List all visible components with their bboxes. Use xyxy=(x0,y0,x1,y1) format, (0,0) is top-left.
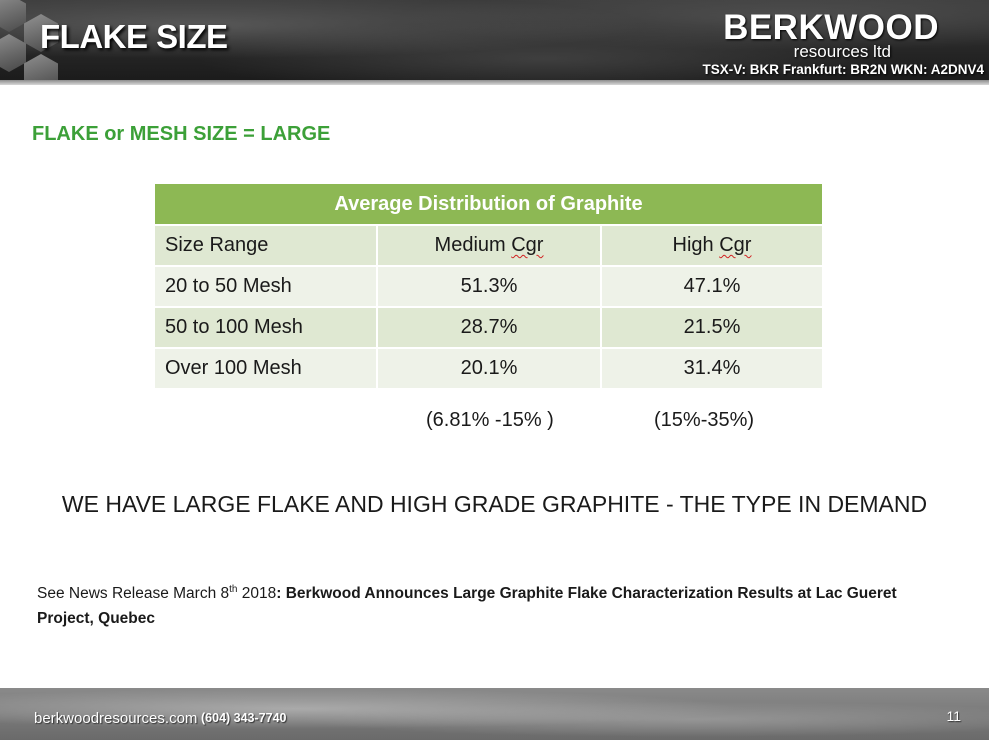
column-header-medium-cgr xyxy=(377,225,601,266)
spellcheck-word: Cgr xyxy=(511,234,544,256)
header-banner xyxy=(0,0,989,84)
website-link[interactable]: berkwoodresources.com xyxy=(34,710,198,727)
phone-number: (604) 343-7740 xyxy=(201,711,287,725)
company-logo: BERKWOOD xyxy=(723,8,939,47)
footer-bar xyxy=(0,688,989,740)
table-cell-size-range: 20 to 50 Mesh xyxy=(155,266,377,307)
table-row xyxy=(155,348,822,389)
column-header-size-range: Size Range xyxy=(155,225,377,266)
table-cell-high-cgr: 47.1% xyxy=(601,266,822,307)
high-grade-range: (15%-35%) xyxy=(654,409,755,431)
column-header-high-prefix: High xyxy=(672,234,720,256)
spellcheck-word: Cgr xyxy=(719,234,752,256)
table-row xyxy=(155,266,822,307)
table-header-row xyxy=(155,225,822,266)
news-prefix: See News Release March 8 xyxy=(37,585,230,603)
table-cell-size-range: 50 to 100 Mesh xyxy=(155,307,377,348)
column-header-medium-prefix: Medium xyxy=(434,234,512,256)
table-cell-medium-cgr: 28.7% xyxy=(377,307,601,348)
hexagon-decoration xyxy=(0,0,26,32)
news-release-note xyxy=(37,577,937,631)
page-title: FLAKE SIZE xyxy=(40,18,228,55)
table-row xyxy=(155,307,822,348)
section-subtitle: FLAKE or MESH SIZE = LARGE xyxy=(32,123,331,145)
table-caption-row xyxy=(155,184,822,225)
header-divider xyxy=(0,80,989,85)
company-logo-subtitle: resources ltd xyxy=(793,42,891,61)
demand-statement: WE HAVE LARGE FLAKE AND HIGH GRADE GRAPHITE - THE TYPE IN DEMAND xyxy=(61,491,928,517)
table-cell-size-range: Over 100 Mesh xyxy=(155,348,377,389)
hexagon-decoration xyxy=(0,34,26,72)
page-number: 11 xyxy=(946,708,961,724)
news-superscript: th xyxy=(229,584,238,595)
table-cell-medium-cgr: 51.3% xyxy=(377,266,601,307)
table-cell-high-cgr: 21.5% xyxy=(601,307,822,348)
graphite-distribution-table xyxy=(155,184,822,390)
table-cell-high-cgr: 31.4% xyxy=(601,348,822,389)
stock-ticker: TSX-V: BKR Frankfurt: BR2N WKN: A2DNV4 xyxy=(702,62,984,77)
column-header-high-cgr xyxy=(601,225,822,266)
medium-grade-range: (6.81% -15% ) xyxy=(426,409,554,431)
table-caption: Average Distribution of Graphite xyxy=(155,184,822,225)
news-headline: : Berkwood Announces Large Graphite Flake Characterization Results at Lac Gueret Project, Quebec xyxy=(37,585,897,628)
table-cell-medium-cgr: 20.1% xyxy=(377,348,601,389)
news-year: 2018 xyxy=(237,585,277,603)
